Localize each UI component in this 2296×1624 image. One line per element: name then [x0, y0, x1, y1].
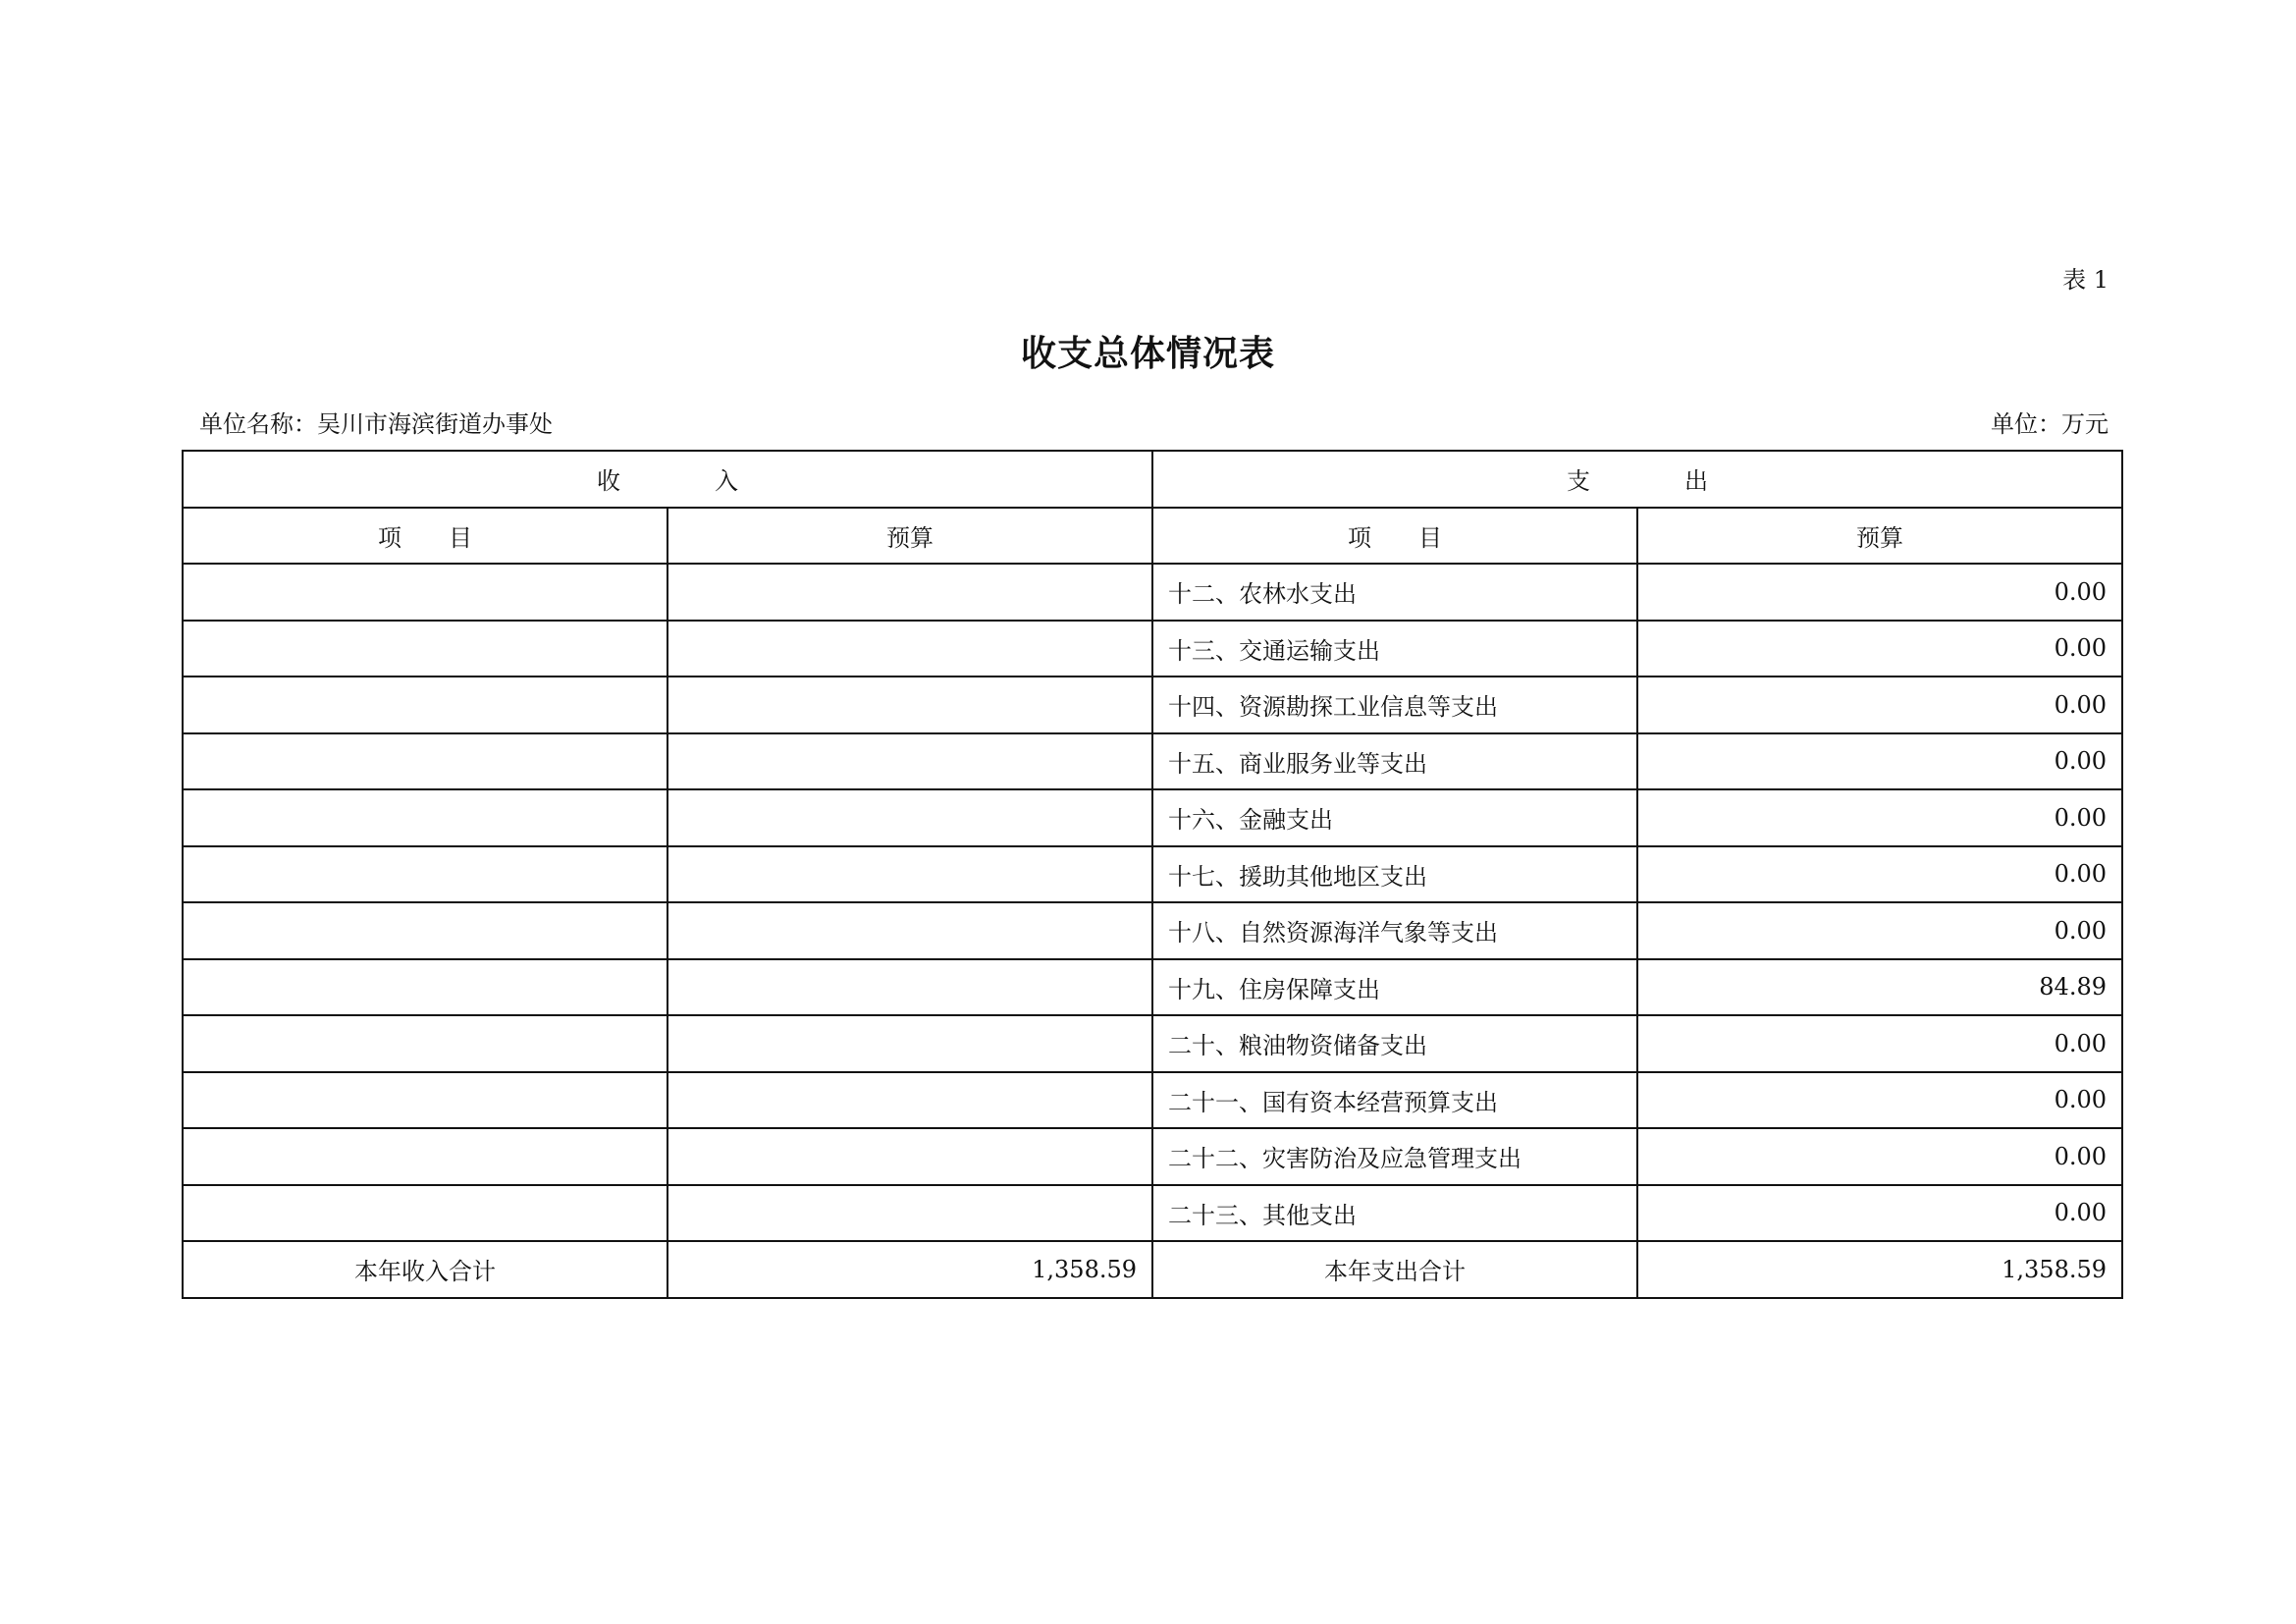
- unit-name-label: 单位名称：: [199, 410, 317, 438]
- expense-budget-cell: 0.00: [1637, 789, 2122, 846]
- expense-budget-cell: 0.00: [1637, 1015, 2122, 1072]
- income-item-cell: [183, 621, 667, 677]
- expense-item-cell: 十二、农林水支出: [1152, 564, 1637, 621]
- expense-item-cell: 二十二、灾害防治及应急管理支出: [1152, 1128, 1637, 1185]
- expense-item-cell: 十六、金融支出: [1152, 789, 1637, 846]
- income-budget-cell: [667, 621, 1152, 677]
- expense-budget-cell: 84.89: [1637, 959, 2122, 1016]
- income-item-cell: [183, 1015, 667, 1072]
- income-item-cell: [183, 677, 667, 733]
- expense-budget-cell: 0.00: [1637, 1072, 2122, 1129]
- unit-name-value: 吴川市海滨街道办事处: [317, 410, 553, 438]
- expense-total-label: 本年支出合计: [1152, 1241, 1637, 1298]
- income-budget-cell: [667, 959, 1152, 1016]
- income-budget-cell: [667, 1072, 1152, 1129]
- table-row: [183, 789, 2122, 846]
- currency-unit-label: 单位：万元: [1991, 410, 2109, 438]
- table-row: [183, 621, 2122, 677]
- expense-budget-cell: 0.00: [1637, 1128, 2122, 1185]
- table-row: [183, 1072, 2122, 1129]
- expense-item-cell: 二十一、国有资本经营预算支出: [1152, 1072, 1637, 1129]
- expense-budget-cell: 0.00: [1637, 733, 2122, 790]
- income-item-header: 项 目: [183, 508, 667, 565]
- income-budget-cell: [667, 846, 1152, 903]
- income-expense-table: [182, 450, 2123, 1299]
- income-item-cell: [183, 846, 667, 903]
- expense-budget-header: 预算: [1637, 508, 2122, 565]
- income-total-value: 1,358.59: [667, 1241, 1152, 1298]
- expense-item-cell: 二十三、其他支出: [1152, 1185, 1637, 1242]
- income-item-cell: [183, 1128, 667, 1185]
- income-item-cell: [183, 1072, 667, 1129]
- income-total-label: 本年收入合计: [183, 1241, 667, 1298]
- table-row: [183, 1185, 2122, 1242]
- section-header-row: [183, 451, 2122, 508]
- unit-name-row: [199, 405, 553, 439]
- expense-budget-cell: 0.00: [1637, 677, 2122, 733]
- table-number-label: 表 1: [2062, 266, 2109, 294]
- income-header: 收 入: [183, 451, 1152, 508]
- table-row: [183, 1015, 2122, 1072]
- expense-item-cell: 十四、资源勘探工业信息等支出: [1152, 677, 1637, 733]
- expense-item-cell: 二十、粮油物资储备支出: [1152, 1015, 1637, 1072]
- income-budget-cell: [667, 1185, 1152, 1242]
- expense-header: 支 出: [1152, 451, 2122, 508]
- expense-budget-cell: 0.00: [1637, 621, 2122, 677]
- income-item-cell: [183, 1185, 667, 1242]
- income-item-cell: [183, 733, 667, 790]
- expense-item-cell: 十三、交通运输支出: [1152, 621, 1637, 677]
- income-budget-cell: [667, 733, 1152, 790]
- income-item-cell: [183, 902, 667, 959]
- column-header-row: [183, 508, 2122, 565]
- income-item-cell: [183, 564, 667, 621]
- income-budget-cell: [667, 677, 1152, 733]
- income-budget-cell: [667, 902, 1152, 959]
- income-budget-cell: [667, 564, 1152, 621]
- income-budget-header: 预算: [667, 508, 1152, 565]
- expense-budget-cell: 0.00: [1637, 846, 2122, 903]
- table-row: [183, 733, 2122, 790]
- income-budget-cell: [667, 789, 1152, 846]
- expense-item-cell: 十九、住房保障支出: [1152, 959, 1637, 1016]
- expense-item-cell: 十七、援助其他地区支出: [1152, 846, 1637, 903]
- expense-item-cell: 十八、自然资源海洋气象等支出: [1152, 902, 1637, 959]
- income-item-cell: [183, 789, 667, 846]
- income-budget-cell: [667, 1015, 1152, 1072]
- table-row: [183, 959, 2122, 1016]
- expense-item-header: 项 目: [1152, 508, 1637, 565]
- income-budget-cell: [667, 1128, 1152, 1185]
- expense-item-cell: 十五、商业服务业等支出: [1152, 733, 1637, 790]
- expense-total-value: 1,358.59: [1637, 1241, 2122, 1298]
- expense-budget-cell: 0.00: [1637, 564, 2122, 621]
- income-item-cell: [183, 959, 667, 1016]
- table-row: [183, 1128, 2122, 1185]
- totals-row: [183, 1241, 2122, 1298]
- table-row: [183, 564, 2122, 621]
- expense-budget-cell: 0.00: [1637, 902, 2122, 959]
- table-row: [183, 902, 2122, 959]
- table-row: [183, 846, 2122, 903]
- expense-budget-cell: 0.00: [1637, 1185, 2122, 1242]
- page-title: 收支总体情况表: [1020, 333, 1275, 374]
- table-row: [183, 677, 2122, 733]
